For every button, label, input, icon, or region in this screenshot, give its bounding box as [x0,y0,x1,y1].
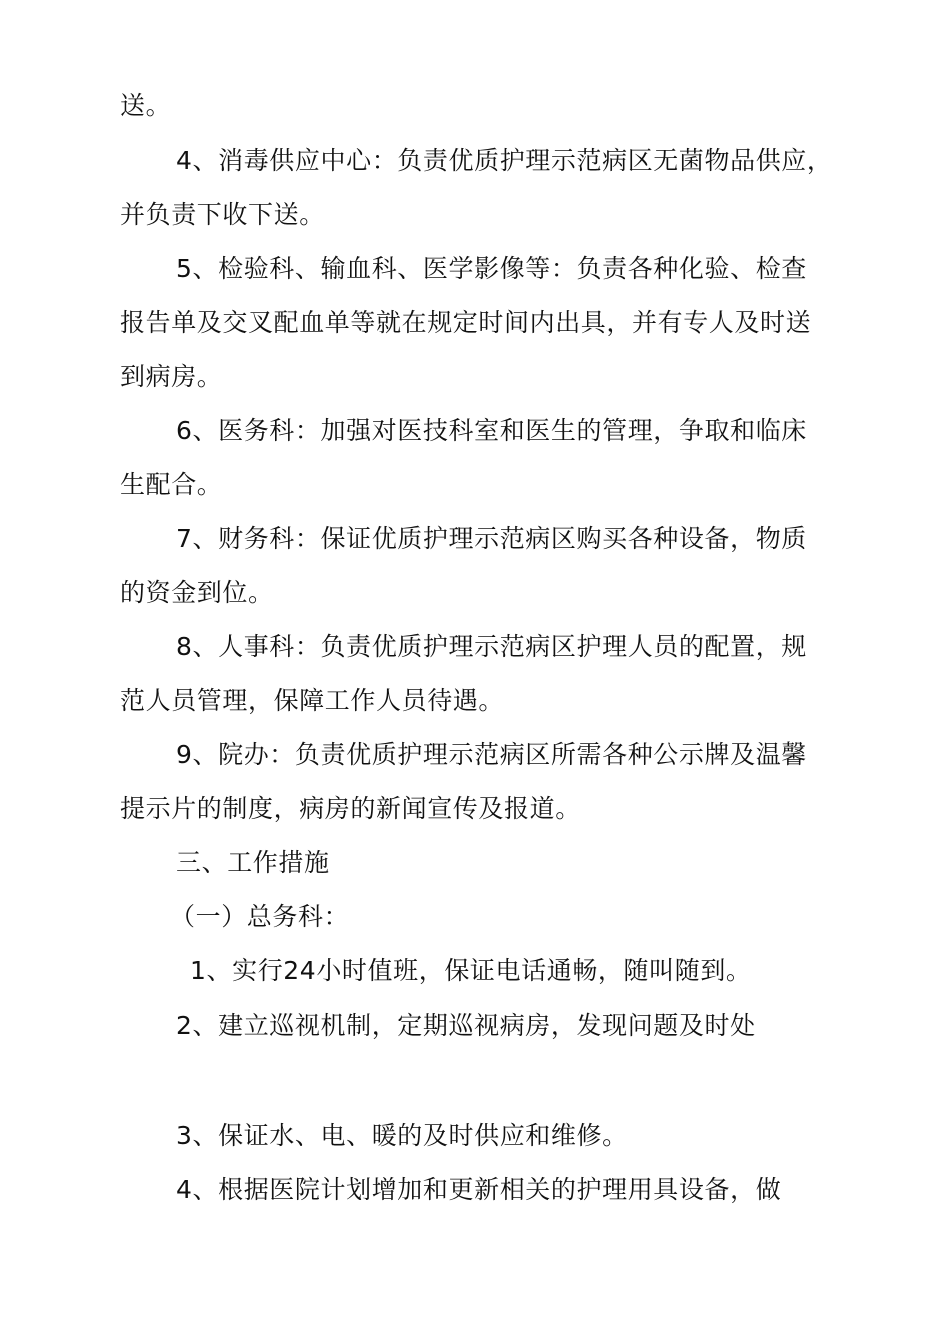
text-line: 9、院办：负责优质护理示范病区所需各种公示牌及温馨 [176,740,807,769]
text-line: 送。 [120,91,172,120]
text-line: 4、根据医院计划增加和更新相关的护理用具设备，做 [176,1175,782,1204]
text-line: 到病房。 [120,362,223,391]
text-line: 8、人事科：负责优质护理示范病区护理人员的配置，规 [176,632,807,661]
text-line: 1、实行24小时值班，保证电话通畅，随叫随到。 [190,956,752,985]
text-line: 并负责下收下送。 [120,200,325,229]
text-line: 4、消毒供应中心：负责优质护理示范病区无菌物品供应， [176,146,833,175]
text-line: 报告单及交叉配血单等就在规定时间内出具，并有专人及时送 [120,308,812,337]
text-line: 7、财务科：保证优质护理示范病区购买各种设备，物质 [176,524,807,553]
text-line: 2、建立巡视机制，定期巡视病房，发现问题及时处 [176,1011,756,1040]
subsection-heading: （一）总务科： [170,902,350,931]
text-line: 5、检验科、输血科、医学影像等：负责各种化验、检查 [176,254,807,283]
text-line: 3、保证水、电、暖的及时供应和维修。 [176,1121,628,1150]
text-line: 生配合。 [120,470,223,499]
text-line: 提示片的制度，病房的新闻宣传及报道。 [120,794,581,823]
section-heading: 三、工作措施 [176,848,330,877]
text-line: 范人员管理，保障工作人员待遇。 [120,686,505,715]
text-line: 的资金到位。 [120,578,274,607]
text-line: 6、医务科：加强对医技科室和医生的管理，争取和临床 [176,416,807,445]
